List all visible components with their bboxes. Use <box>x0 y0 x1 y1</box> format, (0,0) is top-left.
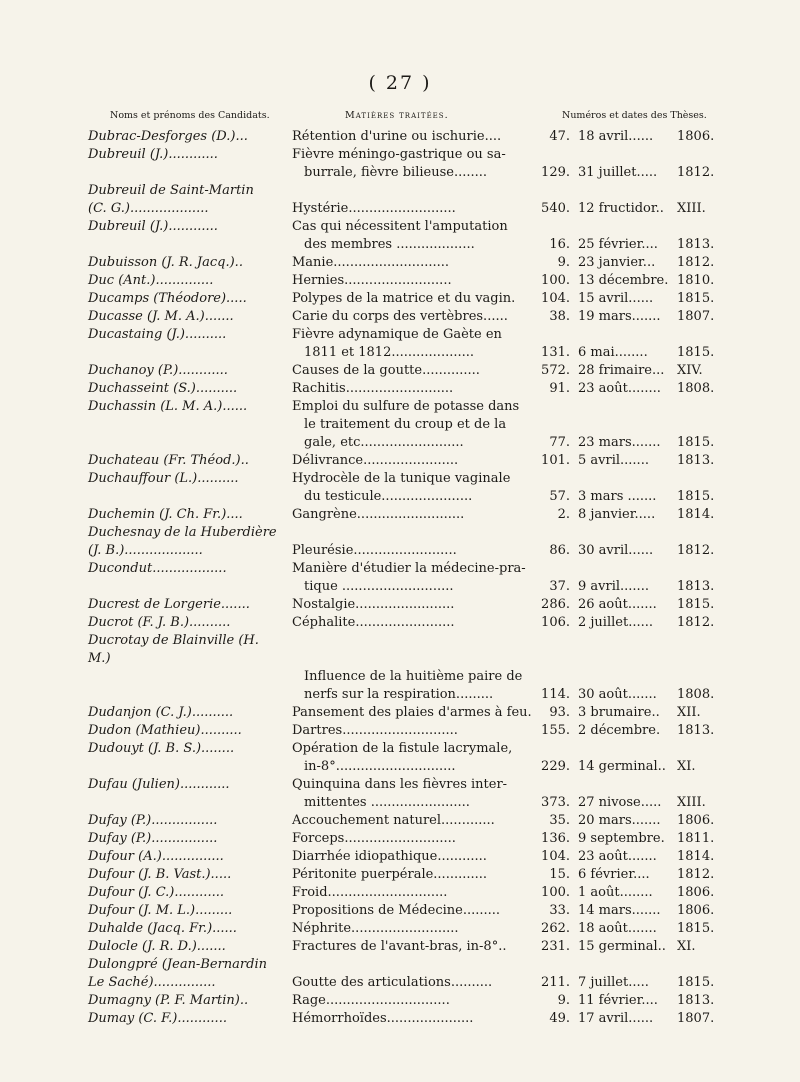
thesis-date: 18 août....... <box>578 921 657 936</box>
candidate-name: Dudon (Mathieu).......... <box>88 723 242 738</box>
entry-line <box>0 974 800 992</box>
list-item <box>0 614 800 632</box>
candidate-name: Ducastaing (J.).......... <box>88 327 227 342</box>
list-item <box>0 848 800 866</box>
thesis-date: 15 avril...... <box>578 291 654 306</box>
entry-line <box>0 560 800 578</box>
thesis-date: 2 décembre. <box>578 723 661 738</box>
entry-line <box>0 596 800 614</box>
thesis-number: 93. <box>549 705 570 720</box>
thesis-date: 27 nivose..... <box>578 795 662 810</box>
candidate-name: Dufour (J. C.)............ <box>88 885 224 900</box>
entry-line <box>0 236 800 254</box>
entry-line <box>0 992 800 1010</box>
entry-line <box>0 128 800 146</box>
thesis-number: 231. <box>541 939 570 954</box>
thesis-subject: des membres ................... <box>304 237 475 252</box>
entry-line <box>0 1010 800 1028</box>
thesis-year: 1815. <box>677 435 715 450</box>
entry-line <box>0 182 800 200</box>
thesis-year: XI. <box>677 939 696 954</box>
list-item <box>0 380 800 398</box>
thesis-number: 2. <box>557 507 570 522</box>
thesis-year: 1813. <box>677 993 715 1008</box>
list-item <box>0 128 800 146</box>
candidate-name: Duchemin (J. Ch. Fr.).... <box>88 507 243 522</box>
thesis-subject: mittentes ........................ <box>304 795 470 810</box>
list-item <box>0 722 800 740</box>
list-item <box>0 398 800 452</box>
thesis-year: 1812. <box>677 543 715 558</box>
entry-line <box>0 902 800 920</box>
thesis-number: 572. <box>541 363 570 378</box>
list-item <box>0 884 800 902</box>
candidate-name: Duchauffour (L.).......... <box>88 471 239 486</box>
candidate-name: Dubreuil de Saint-Martin <box>88 183 254 198</box>
thesis-subject: Hystérie.......................... <box>292 201 456 216</box>
thesis-subject: Pansement des plaies d'armes à feu. <box>292 705 532 720</box>
entry-line <box>0 506 800 524</box>
header-names: Noms et prénoms des Candidats. <box>110 110 270 121</box>
list-item <box>0 776 800 812</box>
thesis-date: 30 août....... <box>578 687 657 702</box>
candidate-name: Ducrot (F. J. B.).......... <box>88 615 231 630</box>
thesis-date: 13 décembre. <box>578 273 669 288</box>
thesis-date: 7 juillet..... <box>578 975 649 990</box>
thesis-subject: Accouchement naturel............. <box>292 813 495 828</box>
entry-line <box>0 542 800 560</box>
thesis-subject: Quinquina dans les fièvres inter- <box>292 777 508 792</box>
thesis-year: 1813. <box>677 723 715 738</box>
candidate-name: Duchasseint (S.).......... <box>88 381 238 396</box>
candidate-name: Dumay (C. F.)............ <box>88 1011 227 1026</box>
thesis-year: 1806. <box>677 903 715 918</box>
candidate-name: Ducrotay de Blainville (H. <box>88 633 259 648</box>
entry-line <box>0 938 800 956</box>
thesis-date: 18 avril...... <box>578 129 654 144</box>
candidate-name: Dufour (J. M. L.)......... <box>88 903 233 918</box>
thesis-subject: Gangrène.......................... <box>292 507 465 522</box>
thesis-subject: Manie............................ <box>292 255 449 270</box>
thesis-subject: Polypes de la matrice et du vagin. <box>292 291 516 306</box>
thesis-number: 229. <box>541 759 570 774</box>
thesis-number: 114. <box>541 687 570 702</box>
candidate-name: Dufay (P.)................ <box>88 813 218 828</box>
thesis-year: 1813. <box>677 237 715 252</box>
list-item <box>0 704 800 722</box>
entry-line <box>0 380 800 398</box>
candidate-name: Ducamps (Théodore)..... <box>88 291 247 306</box>
thesis-subject: Céphalite........................ <box>292 615 455 630</box>
entry-line <box>0 452 800 470</box>
thesis-number: 9. <box>557 255 570 270</box>
entry-line <box>0 524 800 542</box>
thesis-subject: Néphrite.......................... <box>292 921 459 936</box>
thesis-date: 14 germinal.. <box>578 759 666 774</box>
thesis-year: 1815. <box>677 291 715 306</box>
list-item <box>0 470 800 506</box>
candidate-name: Duhalde (Jacq. Fr.)...... <box>88 921 237 936</box>
thesis-number: 57. <box>549 489 570 504</box>
thesis-number: 101. <box>541 453 570 468</box>
thesis-date: 8 janvier..... <box>578 507 656 522</box>
entry-line <box>0 848 800 866</box>
list-item <box>0 740 800 776</box>
thesis-year: 1807. <box>677 1011 715 1026</box>
thesis-number: 35. <box>549 813 570 828</box>
thesis-subject: Rage.............................. <box>292 993 450 1008</box>
thesis-subject: Forceps........................... <box>292 831 456 846</box>
entry-line <box>0 254 800 272</box>
thesis-date: 26 août....... <box>578 597 657 612</box>
thesis-subject: Causes de la goutte.............. <box>292 363 480 378</box>
entry-line <box>0 866 800 884</box>
entry-line <box>0 200 800 218</box>
thesis-date: 17 avril...... <box>578 1011 654 1026</box>
thesis-number: 136. <box>541 831 570 846</box>
entry-line <box>0 920 800 938</box>
thesis-number: 49. <box>549 1011 570 1026</box>
thesis-year: 1815. <box>677 345 715 360</box>
thesis-subject: Emploi du sulfure de potasse dans <box>292 399 520 414</box>
thesis-year: 1815. <box>677 921 715 936</box>
thesis-subject: Influence de la huitième paire de <box>304 669 523 684</box>
thesis-subject: in-8°............................. <box>304 759 456 774</box>
thesis-subject: Rétention d'urine ou ischurie.... <box>292 129 502 144</box>
list-item <box>0 830 800 848</box>
entry-line <box>0 632 800 650</box>
thesis-year: XIII. <box>677 795 706 810</box>
thesis-subject: Hernies.......................... <box>292 273 452 288</box>
list-item <box>0 596 800 614</box>
thesis-year: 1813. <box>677 453 715 468</box>
entry-line <box>0 308 800 326</box>
thesis-year: 1806. <box>677 129 715 144</box>
list-item <box>0 182 800 218</box>
entry-line <box>0 740 800 758</box>
thesis-year: 1815. <box>677 597 715 612</box>
thesis-subject: tique ........................... <box>304 579 454 594</box>
header-theses: Numéros et dates des Thèses. <box>562 110 707 121</box>
candidate-name: Duchesnay de la Huberdière <box>88 525 277 540</box>
entry-line <box>0 704 800 722</box>
entry-line <box>0 344 800 362</box>
thesis-number: 15. <box>549 867 570 882</box>
entry-line <box>0 434 800 452</box>
thesis-date: 23 août....... <box>578 849 657 864</box>
thesis-subject: Pleurésie......................... <box>292 543 457 558</box>
entry-line <box>0 686 800 704</box>
entries-list <box>0 128 800 1028</box>
thesis-date: 23 janvier... <box>578 255 656 270</box>
thesis-date: 23 août........ <box>578 381 661 396</box>
entry-line <box>0 398 800 416</box>
entry-line <box>0 956 800 974</box>
thesis-date: 19 mars....... <box>578 309 661 324</box>
thesis-subject: Nostalgie........................ <box>292 597 455 612</box>
thesis-date: 5 avril....... <box>578 453 649 468</box>
thesis-number: 77. <box>549 435 570 450</box>
entry-line <box>0 326 800 344</box>
thesis-subject: Propositions de Médecine......... <box>292 903 501 918</box>
thesis-number: 211. <box>541 975 570 990</box>
entry-line <box>0 578 800 596</box>
thesis-subject: Diarrhée idiopathique............ <box>292 849 487 864</box>
thesis-year: XIII. <box>677 201 706 216</box>
thesis-year: 1812. <box>677 165 715 180</box>
thesis-year: 1814. <box>677 507 715 522</box>
candidate-name: Duchassin (L. M. A.)...... <box>88 399 248 414</box>
thesis-number: 373. <box>541 795 570 810</box>
thesis-year: 1814. <box>677 849 715 864</box>
list-item <box>0 146 800 182</box>
thesis-subject: Fractures de l'avant-bras, in-8°.. <box>292 939 507 954</box>
thesis-year: 1808. <box>677 687 715 702</box>
candidate-name: Dudouyt (J. B. S.)........ <box>88 741 235 756</box>
list-item <box>0 920 800 938</box>
list-item <box>0 272 800 290</box>
thesis-number: 262. <box>541 921 570 936</box>
thesis-number: 86. <box>549 543 570 558</box>
thesis-date: 12 fructidor.. <box>578 201 664 216</box>
thesis-subject: Froid............................. <box>292 885 448 900</box>
candidate-name: M.) <box>88 651 111 666</box>
list-item <box>0 632 800 704</box>
list-item <box>0 254 800 272</box>
thesis-year: 1811. <box>677 831 715 846</box>
thesis-date: 6 février.... <box>578 867 650 882</box>
candidate-name: Dubreuil (J.)............ <box>88 147 218 162</box>
thesis-date: 28 frimaire... <box>578 363 665 378</box>
page-number: ( 27 ) <box>368 72 432 94</box>
candidate-name: Duc (Ant.).............. <box>88 273 214 288</box>
thesis-subject: Manière d'étudier la médecine-pra- <box>292 561 526 576</box>
thesis-number: 100. <box>541 885 570 900</box>
candidate-name: Dulongpré (Jean-Bernardin <box>88 957 267 972</box>
candidate-name: Dufour (J. B. Vast.)..... <box>88 867 232 882</box>
thesis-subject: Dartres............................ <box>292 723 458 738</box>
entry-line <box>0 884 800 902</box>
thesis-date: 25 février.... <box>578 237 658 252</box>
thesis-year: 1812. <box>677 867 715 882</box>
entry-line <box>0 758 800 776</box>
candidate-name: Dumagny (P. F. Martin).. <box>88 993 249 1008</box>
candidate-name: Dulocle (J. R. D.)....... <box>88 939 226 954</box>
candidate-name: Dubreuil (J.)............ <box>88 219 218 234</box>
candidate-name: Ducasse (J. M. A.)....... <box>88 309 234 324</box>
thesis-date: 14 mars....... <box>578 903 661 918</box>
thesis-year: 1815. <box>677 975 715 990</box>
thesis-subject: Hémorrhoïdes..................... <box>292 1011 474 1026</box>
thesis-year: 1810. <box>677 273 715 288</box>
list-item <box>0 218 800 254</box>
thesis-number: 286. <box>541 597 570 612</box>
thesis-date: 9 septembre. <box>578 831 665 846</box>
list-item <box>0 956 800 992</box>
candidate-name: Dufour (A.)............... <box>88 849 224 864</box>
entry-line <box>0 794 800 812</box>
thesis-subject: Rachitis.......................... <box>292 381 454 396</box>
list-item <box>0 506 800 524</box>
thesis-subject: 1811 et 1812.................... <box>304 345 474 360</box>
list-item <box>0 992 800 1010</box>
thesis-subject: le traitement du croup et de la <box>304 417 507 432</box>
thesis-number: 47. <box>549 129 570 144</box>
thesis-subject: Carie du corps des vertèbres...... <box>292 309 508 324</box>
candidate-name: Duchateau (Fr. Théod.).. <box>88 453 249 468</box>
thesis-number: 33. <box>549 903 570 918</box>
thesis-number: 129. <box>541 165 570 180</box>
entry-line <box>0 272 800 290</box>
list-item <box>0 362 800 380</box>
candidate-name: Duchanoy (P.)............ <box>88 363 228 378</box>
thesis-year: 1808. <box>677 381 715 396</box>
candidate-name: Le Saché)............... <box>88 975 216 990</box>
thesis-subject: Délivrance....................... <box>292 453 459 468</box>
thesis-year: 1815. <box>677 489 715 504</box>
list-item <box>0 902 800 920</box>
entry-line <box>0 218 800 236</box>
thesis-date: 23 mars....... <box>578 435 661 450</box>
thesis-date: 31 juillet..... <box>578 165 658 180</box>
entry-line <box>0 362 800 380</box>
thesis-year: 1806. <box>677 813 715 828</box>
header-matters: Matières traitées. <box>345 110 449 121</box>
entry-line <box>0 470 800 488</box>
entry-line <box>0 416 800 434</box>
thesis-number: 106. <box>541 615 570 630</box>
thesis-date: 9 avril....... <box>578 579 649 594</box>
thesis-subject: du testicule...................... <box>304 489 473 504</box>
thesis-year: XI. <box>677 759 696 774</box>
candidate-name: (C. G.)................... <box>88 201 209 216</box>
entry-line <box>0 830 800 848</box>
thesis-subject: gale, etc......................... <box>304 435 464 450</box>
list-item <box>0 524 800 560</box>
thesis-date: 30 avril...... <box>578 543 654 558</box>
thesis-date: 1 août........ <box>578 885 653 900</box>
candidate-name: Dufau (Julien)............ <box>88 777 230 792</box>
entry-line <box>0 776 800 794</box>
candidate-name: Dubrac-Desforges (D.)... <box>88 129 248 144</box>
thesis-number: 37. <box>549 579 570 594</box>
candidate-name: Ducondut.................. <box>88 561 227 576</box>
thesis-subject: nerfs sur la respiration......... <box>304 687 494 702</box>
entry-line <box>0 650 800 668</box>
thesis-number: 104. <box>541 849 570 864</box>
candidate-name: Dudanjon (C. J.).......... <box>88 705 234 720</box>
thesis-number: 540. <box>541 201 570 216</box>
thesis-subject: Péritonite puerpérale............. <box>292 867 488 882</box>
list-item <box>0 1010 800 1028</box>
candidate-name: (J. B.)................... <box>88 543 203 558</box>
list-item <box>0 812 800 830</box>
entry-line <box>0 290 800 308</box>
list-item <box>0 326 800 362</box>
thesis-number: 100. <box>541 273 570 288</box>
thesis-year: 1807. <box>677 309 715 324</box>
thesis-date: 6 mai........ <box>578 345 648 360</box>
entry-line <box>0 722 800 740</box>
thesis-number: 131. <box>541 345 570 360</box>
entry-line <box>0 146 800 164</box>
candidate-name: Dubuisson (J. R. Jacq.).. <box>88 255 243 270</box>
thesis-number: 155. <box>541 723 570 738</box>
thesis-year: XIV. <box>677 363 703 378</box>
list-item <box>0 938 800 956</box>
thesis-subject: burrale, fièvre bilieuse........ <box>304 165 488 180</box>
thesis-year: 1812. <box>677 615 715 630</box>
list-item <box>0 452 800 470</box>
thesis-subject: Fièvre méningo-gastrique ou sa- <box>292 147 506 162</box>
thesis-date: 11 février.... <box>578 993 658 1008</box>
thesis-number: 104. <box>541 291 570 306</box>
list-item <box>0 560 800 596</box>
entry-line <box>0 614 800 632</box>
thesis-number: 9. <box>557 993 570 1008</box>
thesis-date: 3 mars ....... <box>578 489 657 504</box>
thesis-year: 1813. <box>677 579 715 594</box>
thesis-subject: Opération de la fistule lacrymale, <box>292 741 513 756</box>
candidate-name: Ducrest de Lorgerie....... <box>88 597 250 612</box>
thesis-subject: Goutte des articulations.......... <box>292 975 493 990</box>
thesis-subject: Fièvre adynamique de Gaète en <box>292 327 502 342</box>
thesis-year: 1806. <box>677 885 715 900</box>
list-item <box>0 290 800 308</box>
thesis-year: XII. <box>677 705 701 720</box>
entry-line <box>0 668 800 686</box>
thesis-subject: Hydrocèle de la tunique vaginale <box>292 471 511 486</box>
thesis-number: 38. <box>549 309 570 324</box>
thesis-date: 15 germinal.. <box>578 939 666 954</box>
entry-line <box>0 164 800 182</box>
thesis-subject: Cas qui nécessitent l'amputation <box>292 219 508 234</box>
thesis-date: 20 mars....... <box>578 813 661 828</box>
thesis-date: 3 brumaire.. <box>578 705 660 720</box>
thesis-number: 16. <box>549 237 570 252</box>
thesis-year: 1812. <box>677 255 715 270</box>
candidate-name: Dufay (P.)................ <box>88 831 218 846</box>
thesis-date: 2 juillet...... <box>578 615 653 630</box>
list-item <box>0 866 800 884</box>
entry-line <box>0 488 800 506</box>
entry-line <box>0 812 800 830</box>
thesis-number: 91. <box>549 381 570 396</box>
list-item <box>0 308 800 326</box>
